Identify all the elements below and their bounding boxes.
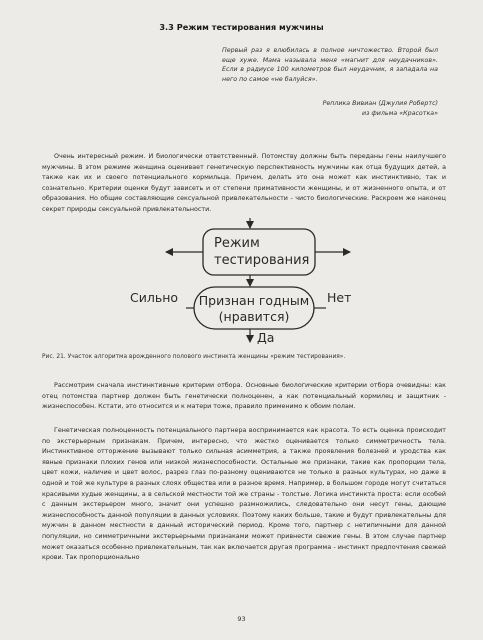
flowchart-diagram (100, 218, 400, 344)
decision-line1: Признан годным (198, 293, 310, 308)
branch-bottom-label: Да (257, 330, 275, 344)
mode-box-line2: тестирования (214, 253, 310, 268)
epigraph-attribution (260, 99, 438, 118)
branch-right-label: Нет (327, 290, 352, 305)
figure-caption: Рис. 21. Участок алгоритма врожденного полового инстинкта женщины «режим тестирования». (42, 354, 346, 360)
epigraph-text: Первый раз я влюбилась в полное ничтожество. Второй был еще хуже. Мама называла меня «магнит для неудачников». Если в радиусе 100 километров был неудачник, я западала на него по самое «не балуйся». (222, 47, 438, 83)
epigraph-source: из фильма «Красотка» (361, 109, 438, 117)
section-title: 3.3 Режим тестирования мужчины (159, 22, 324, 32)
epigraph-author: Реплика Вивиан (Джулия Робертс) (322, 100, 438, 107)
page-number: 93 (237, 615, 246, 623)
branch-left-label: Сильно (130, 290, 179, 305)
paragraph-criteria: Рассмотрим сначала инстинктивные критерии отбора. Основные биологические критерии отбора очевидны: как отец потомства партнер должен быть генетически полноценен, а как потенциальный кормилец и защитник - жизнеспособен. Кстати, это относится и к матери тоже, правило применимо к обоим полам. (42, 382, 446, 411)
mode-box-line1: Режим (214, 236, 260, 251)
decision-line2: (нравится) (218, 309, 290, 324)
paragraph-genetics: Генетическая полноценность потенциального партнера воспринимается как красота. То есть оценка происходит по экстерьерным признакам. Причем, интересно, что жестко оценивается только симметричность тела. Инстинктивное отторжение вызывают только сильная асимметрия, а также проявления болезней и уродства как явные признаки плохих генов или низкой жизнеспособности. Остальные же признаки, такие как пропорции тела, цвет кожи, наличие и цвет волос, разрез глаз по-разному оцениваются не только в разных культурах, но даже в одной и той же культуре в разных слоях общества или в разное время. Например, в большом городе могут считаться красивыми худые женщины, а в сельской местности той же страны - толстые. Логика инстинкта проста: если особей с данным экстерьером много, значит они успешно размножились, следовательно они несут гены, дающие жизнеспособность данной популяции в данных условиях. Поэтому каких больше, такие и будут привлекательны для мужчин в данном местности в данный исторический период. Кроме того, партнер с нетипичными для данной популяции, но симметричными экстерьерными признаками может привнести свежие гены. В этом случае партнер может оказаться особенно привлекательным, так как включается другая программа - инстинкт предпочтения свежей крови. Так пропорционально (42, 427, 446, 562)
paragraph-intro: Очень интересный режим. И биологически ответственный. Потомству должны быть переданы гены наилучшего мужчины. В этом режиме женщина оценивает генетическую перспективность мужчины как отца будущих детей, а также как их и своего потенциального кормильца. Причем, делать это она может как инстинктивно, так и сознательно. Критерии оценки будут зависеть и от степени примативности женщины, и от жизненного опыта, и от образования. Но общие составляющие сексуальной привлекательности - чисто биологические. Раскроем же наконец секрет природы сексуальной привлекательности. (42, 153, 446, 213)
